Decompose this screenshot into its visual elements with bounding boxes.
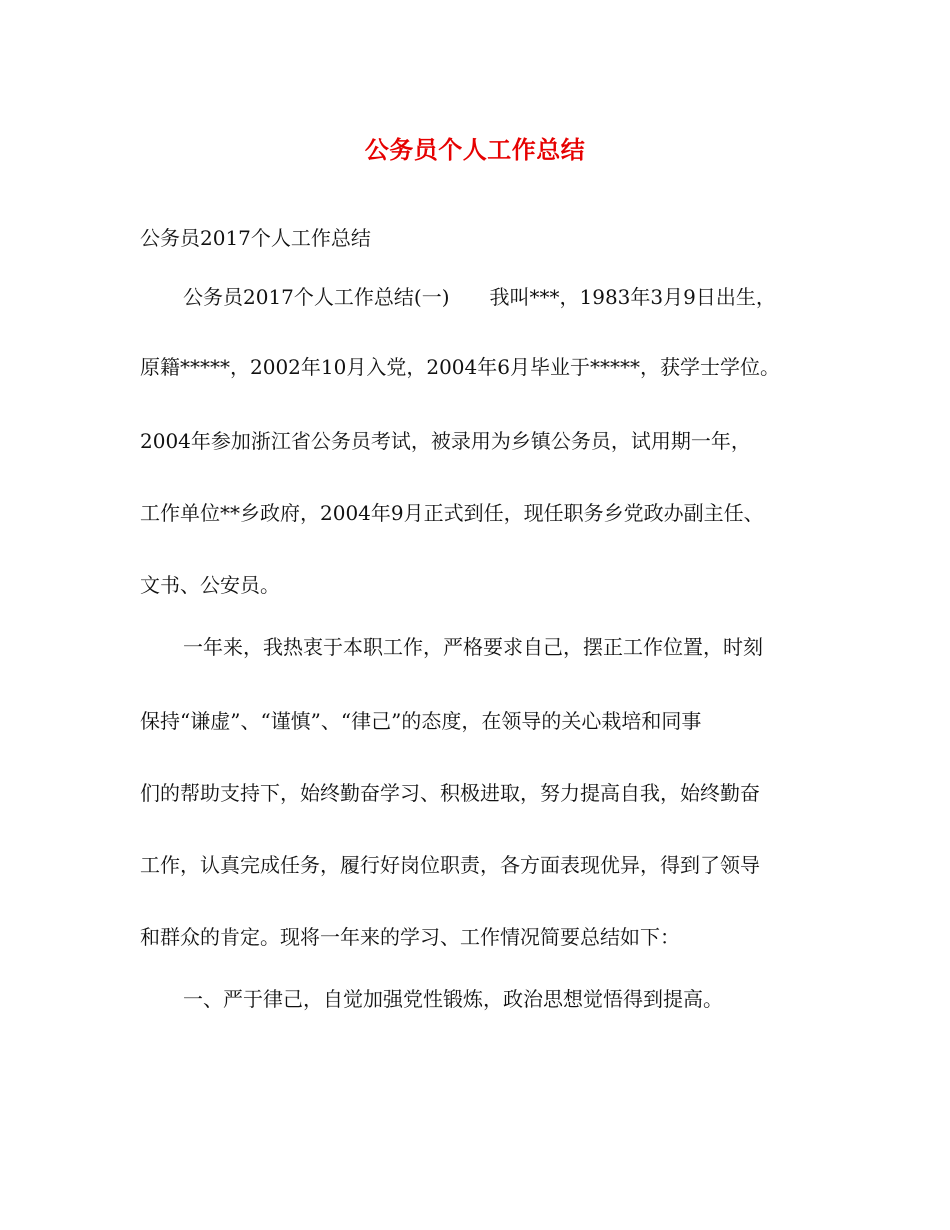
paragraph-line: 保持“谦虚”、“谨慎”、“律己”的态度，在领导的关心栽培和同事 xyxy=(140,709,702,733)
paragraph-line: 工作，认真完成任务，履行好岗位职责，各方面表现优异，得到了领导 xyxy=(140,853,760,877)
paragraph-line: 们的帮助支持下，始终勤奋学习、积极进取，努力提高自我，始终勤奋 xyxy=(140,781,760,805)
paragraph-line: 文书、公安员。 xyxy=(140,573,280,597)
document-subtitle: 公务员2017个人工作总结 xyxy=(140,226,371,250)
paragraph-line: 工作单位**乡政府，2004年9月正式到任，现任职务乡党政办副主任、 xyxy=(140,501,764,525)
paragraph-line: 原籍*****，2002年10月入党，2004年6月毕业于*****，获学士学位。 xyxy=(140,355,780,379)
paragraph-line: 一年来，我热衷于本职工作，严格要求自己，摆正工作位置，时刻 xyxy=(183,635,763,659)
paragraph-line: 公务员2017个人工作总结(一) 我叫***，1983年3月9日出生， xyxy=(183,285,776,309)
paragraph-line: 和群众的肯定。现将一年来的学习、工作情况简要总结如下： xyxy=(140,925,680,949)
section-heading: 一、严于律己，自觉加强党性锻炼，政治思想觉悟得到提高。 xyxy=(183,987,723,1011)
paragraph-line: 2004年参加浙江省公务员考试，被录用为乡镇公务员，试用期一年， xyxy=(140,429,751,453)
document-title: 公务员个人工作总结 xyxy=(364,135,586,164)
